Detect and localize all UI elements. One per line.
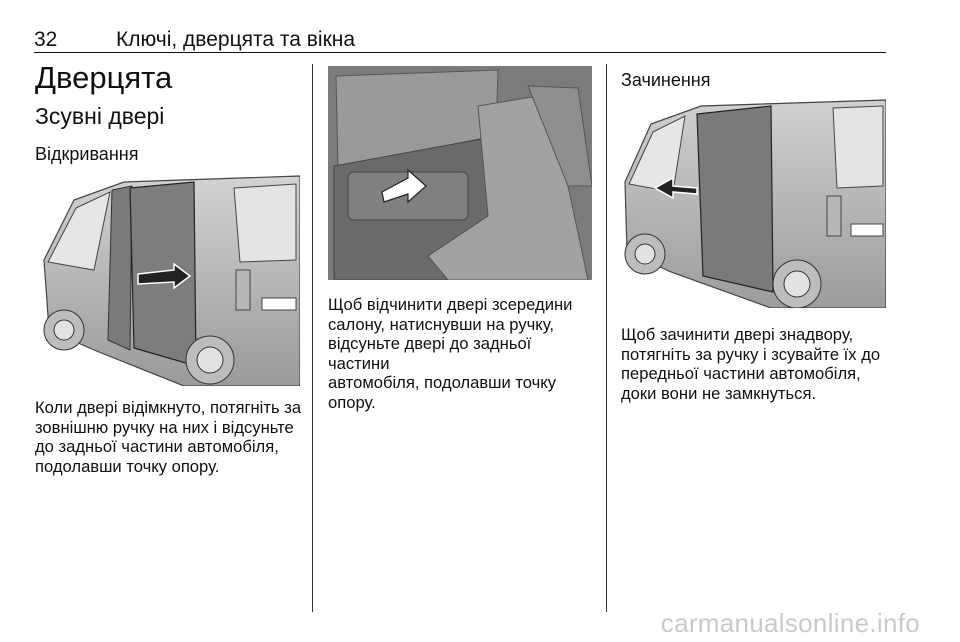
section-subtitle: Зсувні двері — [35, 103, 165, 129]
column-divider-right — [606, 64, 607, 612]
closing-text: Щоб зачинити двері знадвору, потягніть за ручку і зсувайте їх до передньої частини автомобіля, доки вони не замкнуться. — [621, 325, 881, 403]
column-divider-left — [312, 64, 313, 612]
running-title: Ключі, дверцята та вікна — [116, 28, 356, 51]
van-sliding-door-closing-illustration — [621, 92, 886, 308]
van-sliding-door-open-illustration — [34, 170, 300, 386]
interior-door-handle-illustration — [328, 66, 592, 280]
interior-opening-text: Щоб відчинити двері зсередини салону, натиснувши на ручку, відсуньте двері до задньої частини автомобіля, подолавши точку опору. — [328, 295, 573, 412]
opening-heading: Відкривання — [35, 144, 139, 164]
section-title: Дверцята — [35, 60, 173, 95]
opening-text: Коли двері відімкнуто, потягніть за зовнішню ручку на них і відсуньте до задньої частини автомобіля, подолавши точку опору. — [35, 398, 302, 476]
closing-heading: Зачинення — [621, 70, 711, 90]
page-number: 32 — [34, 28, 58, 51]
watermark: carmanualsonline.info — [660, 608, 920, 638]
page-header — [34, 26, 886, 53]
